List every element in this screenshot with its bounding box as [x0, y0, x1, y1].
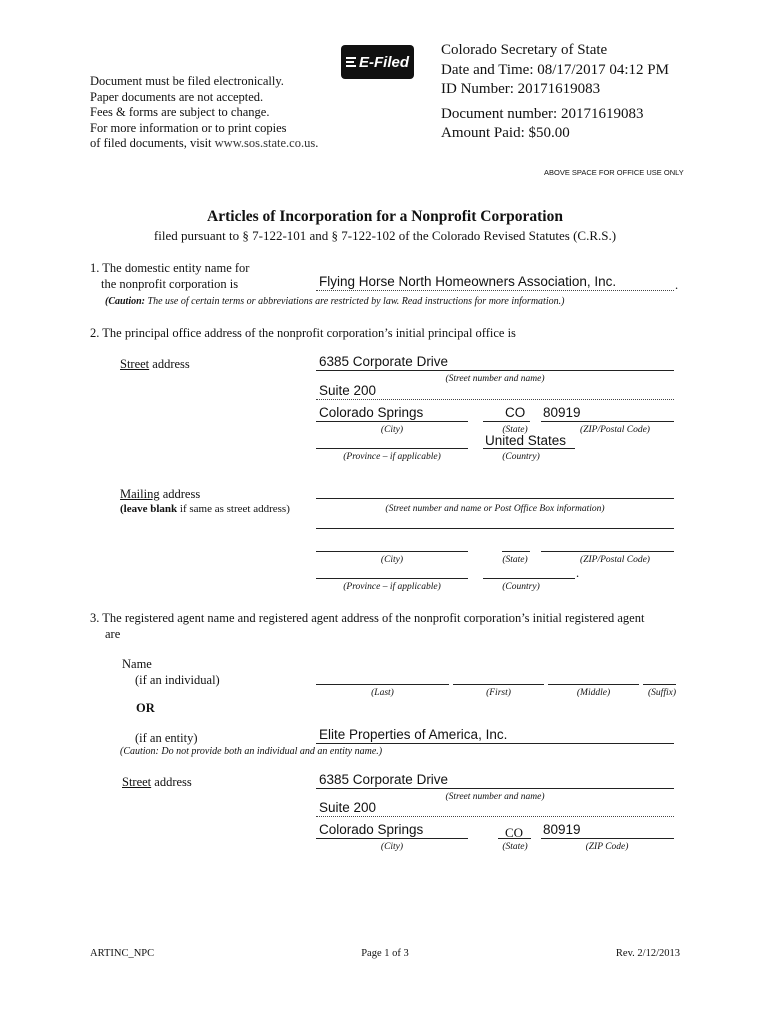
mailing-state-caption: (State): [502, 555, 528, 565]
notice-line: Document must be filed electronically.: [90, 74, 284, 88]
principal-city-field[interactable]: Colorado Springs: [319, 405, 424, 420]
section1-label: 1. The domestic entity name for the nonprofit corporation is: [90, 261, 250, 291]
principal-state-field[interactable]: CO: [505, 405, 526, 420]
agent-name-label: Name: [122, 657, 152, 671]
agent-zip-field[interactable]: 80919: [543, 822, 581, 837]
principal-country-field[interactable]: United States: [485, 433, 567, 448]
entity-name-field[interactable]: Flying Horse North Homeowners Association, Inc.: [319, 274, 617, 289]
document-number: Document number: 20171619083: [441, 106, 644, 122]
mailing-province-caption: (Province – if applicable): [343, 582, 441, 592]
principal-province-line: [316, 448, 468, 449]
principal-street-caption: (Street number and name): [445, 374, 545, 384]
revision-date: Rev. 2/12/2013: [615, 948, 680, 959]
city-caption: (City): [380, 425, 404, 435]
mailing-street1-field[interactable]: [316, 498, 674, 499]
mailing-province-field[interactable]: [316, 578, 468, 579]
agent-entity-field[interactable]: Elite Properties of America, Inc.: [319, 727, 508, 742]
agent-street1-field[interactable]: 6385 Corporate Drive: [319, 772, 449, 787]
mailing-period: .: [576, 566, 580, 580]
agent-suffix-field[interactable]: [643, 684, 676, 685]
agency-name: Colorado Secretary of State: [441, 42, 608, 58]
agent-entity-label: (if an entity): [135, 731, 198, 745]
section1-caution: (Caution: The use of certain terms or abbreviations are restricted by law. Read instructions for more information.): [105, 296, 565, 307]
principal-street1-line: [316, 370, 674, 371]
zip-caption: (ZIP/Postal Code): [580, 425, 650, 435]
id-number: ID Number: 20171619083: [441, 81, 601, 97]
principal-zip-field[interactable]: 80919: [543, 405, 581, 420]
agent-state-caption: (State): [502, 842, 528, 852]
agent-street-address-label: Street address: [122, 775, 192, 789]
agent-street1-line: [316, 788, 674, 789]
province-caption: (Province – if applicable): [343, 452, 441, 462]
agent-city-field[interactable]: Colorado Springs: [319, 822, 424, 837]
amount-paid: Amount Paid: $50.00: [441, 125, 570, 141]
agent-street2-field[interactable]: Suite 200: [319, 800, 377, 815]
notice-line-with-link: of filed documents, visit www.sos.state.co.us.: [90, 136, 319, 150]
page-subtitle: filed pursuant to § 7-122-101 and § 7-122-102 of the Colorado Revised Statutes (C.R.S.): [153, 228, 617, 243]
page-title: Articles of Incorporation for a Nonprofit Corporation: [207, 208, 563, 225]
agent-entity-line: [316, 743, 674, 744]
entity-name-period: .: [675, 278, 679, 292]
agent-first-name-field[interactable]: [453, 684, 544, 685]
agent-street-caption: (Street number and name): [445, 792, 545, 802]
agent-city-line: [316, 838, 468, 839]
principal-street2-line: [316, 399, 674, 400]
country-caption: (Country): [502, 452, 540, 462]
principal-country-line: [483, 448, 575, 449]
principal-street2-field[interactable]: Suite 200: [319, 383, 377, 398]
section3-caution: (Caution: Do not provide both an individual and an entity name.): [120, 746, 383, 757]
filing-notice: [90, 74, 318, 152]
mailing-note: (leave blank if same as street address): [120, 503, 290, 515]
section2-label: 2. The principal office address of the nonprofit corporation’s initial principal office is: [90, 326, 516, 340]
principal-street1-field[interactable]: 6385 Corporate Drive: [319, 354, 449, 369]
mailing-zip-field[interactable]: [541, 551, 674, 552]
mailing-zip-caption: (ZIP/Postal Code): [580, 555, 650, 565]
entity-name-underline: [316, 290, 674, 291]
last-caption: (Last): [371, 688, 394, 698]
notice-line: Paper documents are not accepted.: [90, 89, 264, 104]
mailing-country-field[interactable]: [483, 578, 575, 579]
office-stamp: [441, 41, 669, 142]
agent-state-line: [498, 838, 531, 839]
page-number: Page 1 of 3: [361, 948, 409, 959]
mailing-country-caption: (Country): [502, 582, 540, 592]
suffix-caption: (Suffix): [648, 688, 676, 698]
form-id: ARTINC_NPC: [90, 948, 155, 959]
section3-label: 3. The registered agent name and registered agent address of the nonprofit corporation’s initial registered agent are: [90, 611, 645, 641]
principal-state-line: [483, 421, 530, 422]
street-address-label: Street address: [120, 357, 190, 371]
agent-last-name-field[interactable]: [316, 684, 449, 685]
principal-city-line: [316, 421, 468, 422]
middle-caption: (Middle): [576, 688, 611, 698]
office-use-label: ABOVE SPACE FOR OFFICE USE ONLY: [544, 168, 684, 177]
notice-line: Fees & forms are subject to change.: [90, 105, 270, 119]
or-label: OR: [136, 701, 155, 715]
principal-zip-line: [541, 421, 674, 422]
mailing-street-caption: (Street number and name or Post Office Box information): [385, 504, 605, 514]
agent-individual-label: (if an individual): [135, 673, 220, 687]
agent-state-field[interactable]: CO: [505, 825, 524, 840]
state-caption: (State): [502, 425, 528, 435]
mailing-street2-field[interactable]: [316, 528, 674, 529]
sos-website-link[interactable]: www.sos.state.co.us: [214, 136, 316, 150]
first-caption: (First): [486, 688, 511, 698]
agent-middle-name-field[interactable]: [548, 684, 639, 685]
mailing-city-field[interactable]: [316, 551, 468, 552]
speed-lines-icon: [346, 57, 356, 67]
filing-datetime: Date and Time: 08/17/2017 04:12 PM: [441, 62, 669, 78]
mailing-city-caption: (City): [380, 555, 404, 565]
notice-line: For more information or to print copies: [90, 120, 287, 135]
agent-city-caption: (City): [380, 842, 404, 852]
mailing-state-field[interactable]: [502, 551, 530, 552]
agent-street2-line: [316, 816, 674, 817]
agent-zip-line: [541, 838, 674, 839]
agent-zip-caption: (ZIP Code): [585, 842, 629, 852]
e-filed-logo: E-Filed: [341, 45, 414, 79]
mailing-address-label: Mailing address: [120, 487, 201, 501]
